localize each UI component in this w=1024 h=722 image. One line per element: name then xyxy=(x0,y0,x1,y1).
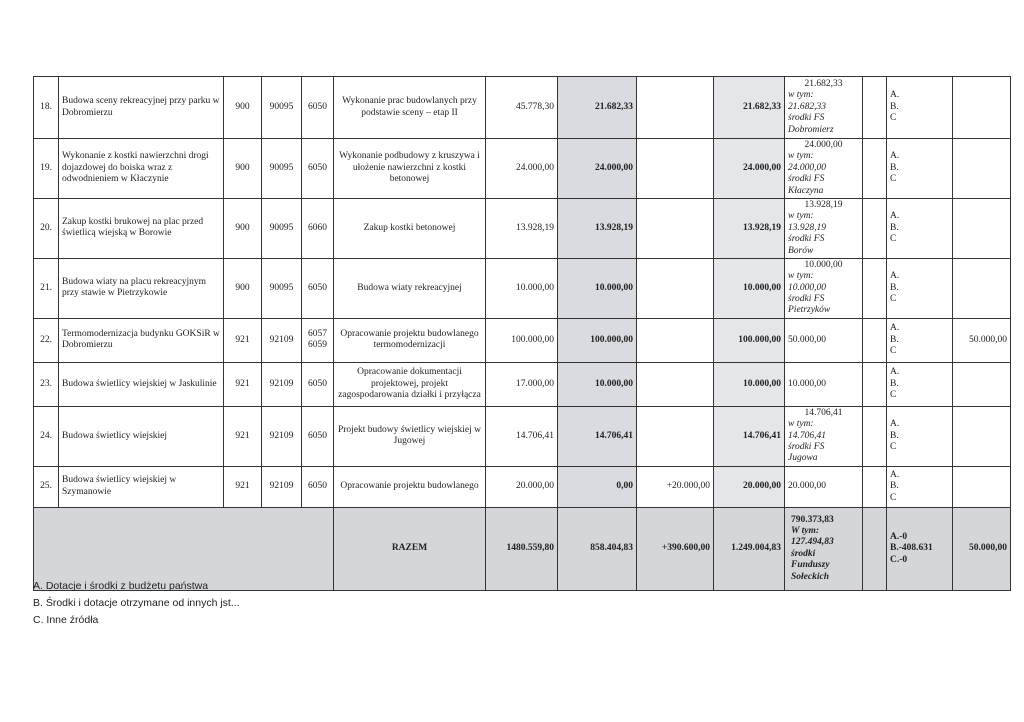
source-list xyxy=(887,198,953,258)
paragraph-code: 6050 xyxy=(302,362,334,406)
fund-village: Borów xyxy=(788,245,814,256)
source-b: B. xyxy=(890,162,899,173)
fund-sum-amount: 127.494,83 xyxy=(791,537,834,548)
row-number: 21. xyxy=(34,258,59,318)
source-list xyxy=(887,77,953,139)
other-amount xyxy=(953,466,1011,507)
fund-wtym: w tym: xyxy=(788,271,814,282)
fund-amount: 10.000,00 xyxy=(788,282,826,293)
plan-after: 13.928,19 xyxy=(714,198,785,258)
other-amount xyxy=(953,139,1011,199)
fund-total: 14.706,41 xyxy=(804,407,843,418)
paragraph-code: 6050 xyxy=(302,466,334,507)
fund-cell xyxy=(785,258,863,318)
paragraph-code: 6057 6059 xyxy=(302,318,334,362)
paragraph-code: 6050 xyxy=(302,139,334,199)
empty-cell xyxy=(863,139,887,199)
fund-total: 21.682,33 xyxy=(804,79,843,90)
paragraph-code: 6050 xyxy=(302,258,334,318)
empty-cell xyxy=(863,362,887,406)
fund-amount: 13.928,19 xyxy=(788,222,826,233)
task-name: Budowa wiaty na placu rekreacyjnym przy stawie w Pietrzykowie xyxy=(59,258,224,318)
fund-sum-label1: środki xyxy=(791,548,816,559)
source-b: B. xyxy=(890,481,899,492)
change-amount xyxy=(637,362,714,406)
task-description: Opracowanie projektu budowlanego termomodernizacji xyxy=(334,318,486,362)
rozdzial-code: 90095 xyxy=(262,77,302,139)
source-list xyxy=(887,466,953,507)
total-cost: 10.000,00 xyxy=(486,258,558,318)
source-sum-a: A.-0 xyxy=(890,531,908,542)
empty-cell xyxy=(863,77,887,139)
fund-wtym: w tym: xyxy=(788,90,814,101)
source-a: A. xyxy=(890,469,900,480)
source-b: B. xyxy=(890,430,899,441)
fund-cell: 10.000,00 xyxy=(785,362,863,406)
dzial-code: 900 xyxy=(224,139,262,199)
fund-cell: 50.000,00 xyxy=(785,318,863,362)
task-description: Projekt budowy świetlicy wiejskiej w Jugowej xyxy=(334,406,486,466)
change-amount xyxy=(637,258,714,318)
source-b: B. xyxy=(890,282,899,293)
plan-before: 21.682,33 xyxy=(558,77,637,139)
empty-cell xyxy=(863,466,887,507)
change-amount xyxy=(637,77,714,139)
fund-cell: 20.000,00 xyxy=(785,466,863,507)
paragraph-code: 6050 xyxy=(302,77,334,139)
source-list xyxy=(887,258,953,318)
total-cost: 20.000,00 xyxy=(486,466,558,507)
plan-after: 20.000,00 xyxy=(714,466,785,507)
plan-after: 100.000,00 xyxy=(714,318,785,362)
fund-cell xyxy=(785,77,863,139)
change-sum: +390.600,00 xyxy=(637,507,714,590)
rozdzial-code: 90095 xyxy=(262,198,302,258)
change-amount xyxy=(637,139,714,199)
source-a: A. xyxy=(890,90,900,101)
other-amount xyxy=(953,406,1011,466)
source-b: B. xyxy=(890,334,899,345)
task-name: Termomodernizacja budynku GOKSiR w Dobromierzu xyxy=(59,318,224,362)
fund-source: środki FS xyxy=(788,113,825,124)
task-name: Zakup kostki brukowej na plac przed świetlicą wiejską w Borowie xyxy=(59,198,224,258)
source-a: A. xyxy=(890,367,900,378)
fund-cell xyxy=(785,139,863,199)
rozdzial-code: 92109 xyxy=(262,406,302,466)
legend-item-c: C. Inne źródła xyxy=(33,614,99,626)
row-number: 18. xyxy=(34,77,59,139)
total-cost: 24.000,00 xyxy=(486,139,558,199)
paragraph-code: 6050 xyxy=(302,406,334,466)
fund-wtym: w tym: xyxy=(788,151,814,162)
source-b: B. xyxy=(890,378,899,389)
fund-sum-wtym: W tym: xyxy=(791,526,820,537)
source-c: C xyxy=(890,294,897,305)
plan-before: 24.000,00 xyxy=(558,139,637,199)
total-cost: 13.928,19 xyxy=(486,198,558,258)
dzial-code: 900 xyxy=(224,198,262,258)
task-description: Zakup kostki betonowej xyxy=(334,198,486,258)
fund-village: Pietrzyków xyxy=(788,305,831,316)
row-number: 25. xyxy=(34,466,59,507)
row-number: 22. xyxy=(34,318,59,362)
legend-item-b: B. Środki i dotacje otrzymane od innych jst... xyxy=(33,597,240,609)
plan-after: 24.000,00 xyxy=(714,139,785,199)
fund-sum-cell xyxy=(785,507,863,590)
total-cost: 100.000,00 xyxy=(486,318,558,362)
source-list xyxy=(887,318,953,362)
source-a: A. xyxy=(890,211,900,222)
plan-after-sum: 1.249.004,83 xyxy=(714,507,785,590)
fund-amount: 24.000,00 xyxy=(788,162,826,173)
task-name: Budowa świetlicy wiejskiej xyxy=(59,406,224,466)
legend-item-a: A. Dotacje i środki z budżetu państwa xyxy=(33,580,209,592)
source-sum-list xyxy=(887,507,953,590)
source-c: C xyxy=(890,346,897,357)
dzial-code: 921 xyxy=(224,466,262,507)
change-amount xyxy=(637,318,714,362)
fund-total: 13.928,19 xyxy=(804,199,843,210)
empty-cell xyxy=(863,406,887,466)
source-c: C xyxy=(890,174,897,185)
other-amount xyxy=(953,198,1011,258)
total-cost: 14.706,41 xyxy=(486,406,558,466)
source-a: A. xyxy=(890,151,900,162)
task-name: Wykonanie z kostki nawierzchni drogi dojazdowej do boiska wraz z odwodnieniem w Kłaczynie xyxy=(59,139,224,199)
source-list xyxy=(887,406,953,466)
total-cost: 17.000,00 xyxy=(486,362,558,406)
fund-amount: 21.682,33 xyxy=(788,101,826,112)
source-c: C xyxy=(890,390,897,401)
paragraph-code: 6060 xyxy=(302,198,334,258)
source-list xyxy=(887,139,953,199)
fund-source: środki FS xyxy=(788,294,825,305)
task-description: Budowa wiaty rekreacyjnej xyxy=(334,258,486,318)
source-c: C xyxy=(890,113,897,124)
table-row xyxy=(34,198,1011,258)
change-amount xyxy=(637,198,714,258)
row-number: 24. xyxy=(34,406,59,466)
dzial-code: 900 xyxy=(224,77,262,139)
row-number: 20. xyxy=(34,198,59,258)
source-c: C xyxy=(890,492,897,503)
change-amount xyxy=(637,406,714,466)
table-row xyxy=(34,77,1011,139)
table-row xyxy=(34,258,1011,318)
table-row xyxy=(34,318,1011,362)
fund-sum-total: 790.373,83 xyxy=(791,514,834,525)
rozdzial-code: 92109 xyxy=(262,362,302,406)
fund-cell xyxy=(785,406,863,466)
source-list xyxy=(887,362,953,406)
plan-before: 100.000,00 xyxy=(558,318,637,362)
fund-cell xyxy=(785,198,863,258)
fund-source: środki FS xyxy=(788,174,825,185)
plan-after: 21.682,33 xyxy=(714,77,785,139)
plan-before: 13.928,19 xyxy=(558,198,637,258)
plan-before: 0,00 xyxy=(558,466,637,507)
change-amount: +20.000,00 xyxy=(637,466,714,507)
other-sum: 50.000,00 xyxy=(953,507,1011,590)
task-description: Wykonanie prac budowlanych przy podstawie sceny – etap II xyxy=(334,77,486,139)
rozdzial-code: 90095 xyxy=(262,258,302,318)
row-number: 19. xyxy=(34,139,59,199)
task-name: Budowa świetlicy wiejskiej w Szymanowie xyxy=(59,466,224,507)
empty-cell xyxy=(863,507,887,590)
legend xyxy=(33,578,240,629)
task-description: Opracowanie dokumentacji projektowej, projekt zagospodarowania działki i przyłącza xyxy=(334,362,486,406)
empty-cell xyxy=(863,198,887,258)
source-b: B. xyxy=(890,222,899,233)
fund-village: Dobromierz xyxy=(788,124,834,135)
other-amount xyxy=(953,362,1011,406)
source-a: A. xyxy=(890,271,900,282)
table-row xyxy=(34,362,1011,406)
rozdzial-code: 92109 xyxy=(262,466,302,507)
table-row xyxy=(34,406,1011,466)
fund-village: Kłaczyna xyxy=(788,185,824,196)
plan-before: 10.000,00 xyxy=(558,258,637,318)
source-sum-c: C.-0 xyxy=(890,554,908,565)
row-number: 23. xyxy=(34,362,59,406)
plan-before: 14.706,41 xyxy=(558,406,637,466)
empty-cell xyxy=(863,318,887,362)
fund-sum-label2: Funduszy xyxy=(791,560,830,571)
fund-wtym: w tym: xyxy=(788,211,814,222)
source-a: A. xyxy=(890,419,900,430)
source-sum-b: B.-408.631 xyxy=(890,543,933,554)
fund-source: środki FS xyxy=(788,234,825,245)
source-c: C xyxy=(890,442,897,453)
task-name: Budowa sceny rekreacyjnej przy parku w Dobromierzu xyxy=(59,77,224,139)
table-row xyxy=(34,139,1011,199)
plan-before: 10.000,00 xyxy=(558,362,637,406)
dzial-code: 900 xyxy=(224,258,262,318)
dzial-code: 921 xyxy=(224,318,262,362)
empty-cell xyxy=(863,258,887,318)
dzial-code: 921 xyxy=(224,362,262,406)
plan-after: 10.000,00 xyxy=(714,258,785,318)
source-b: B. xyxy=(890,101,899,112)
table-row xyxy=(34,466,1011,507)
plan-before-sum: 858.404,83 xyxy=(558,507,637,590)
dzial-code: 921 xyxy=(224,406,262,466)
fund-source: środki FS xyxy=(788,442,825,453)
fund-sum-label3: Sołeckich xyxy=(791,571,829,582)
other-amount xyxy=(953,258,1011,318)
total-cost-sum: 1480.559,80 xyxy=(486,507,558,590)
total-label: RAZEM xyxy=(334,507,486,590)
other-amount xyxy=(953,77,1011,139)
task-name: Budowa świetlicy wiejskiej w Jaskulinie xyxy=(59,362,224,406)
rozdzial-code: 90095 xyxy=(262,139,302,199)
rozdzial-code: 92109 xyxy=(262,318,302,362)
task-description: Wykonanie podbudowy z kruszywa i ułożenie nawierzchni z kostki betonowej xyxy=(334,139,486,199)
plan-after: 10.000,00 xyxy=(714,362,785,406)
task-description: Opracowanie projektu budowlanego xyxy=(334,466,486,507)
plan-after: 14.706,41 xyxy=(714,406,785,466)
fund-village: Jugowa xyxy=(788,453,818,464)
source-a: A. xyxy=(890,323,900,334)
investment-table xyxy=(33,76,1011,591)
fund-wtym: w tym: xyxy=(788,419,814,430)
source-c: C xyxy=(890,234,897,245)
fund-amount: 14.706,41 xyxy=(788,430,826,441)
other-amount: 50.000,00 xyxy=(953,318,1011,362)
fund-total: 10.000,00 xyxy=(804,259,843,270)
fund-total: 24.000,00 xyxy=(804,140,843,150)
total-cost: 45.778,30 xyxy=(486,77,558,139)
